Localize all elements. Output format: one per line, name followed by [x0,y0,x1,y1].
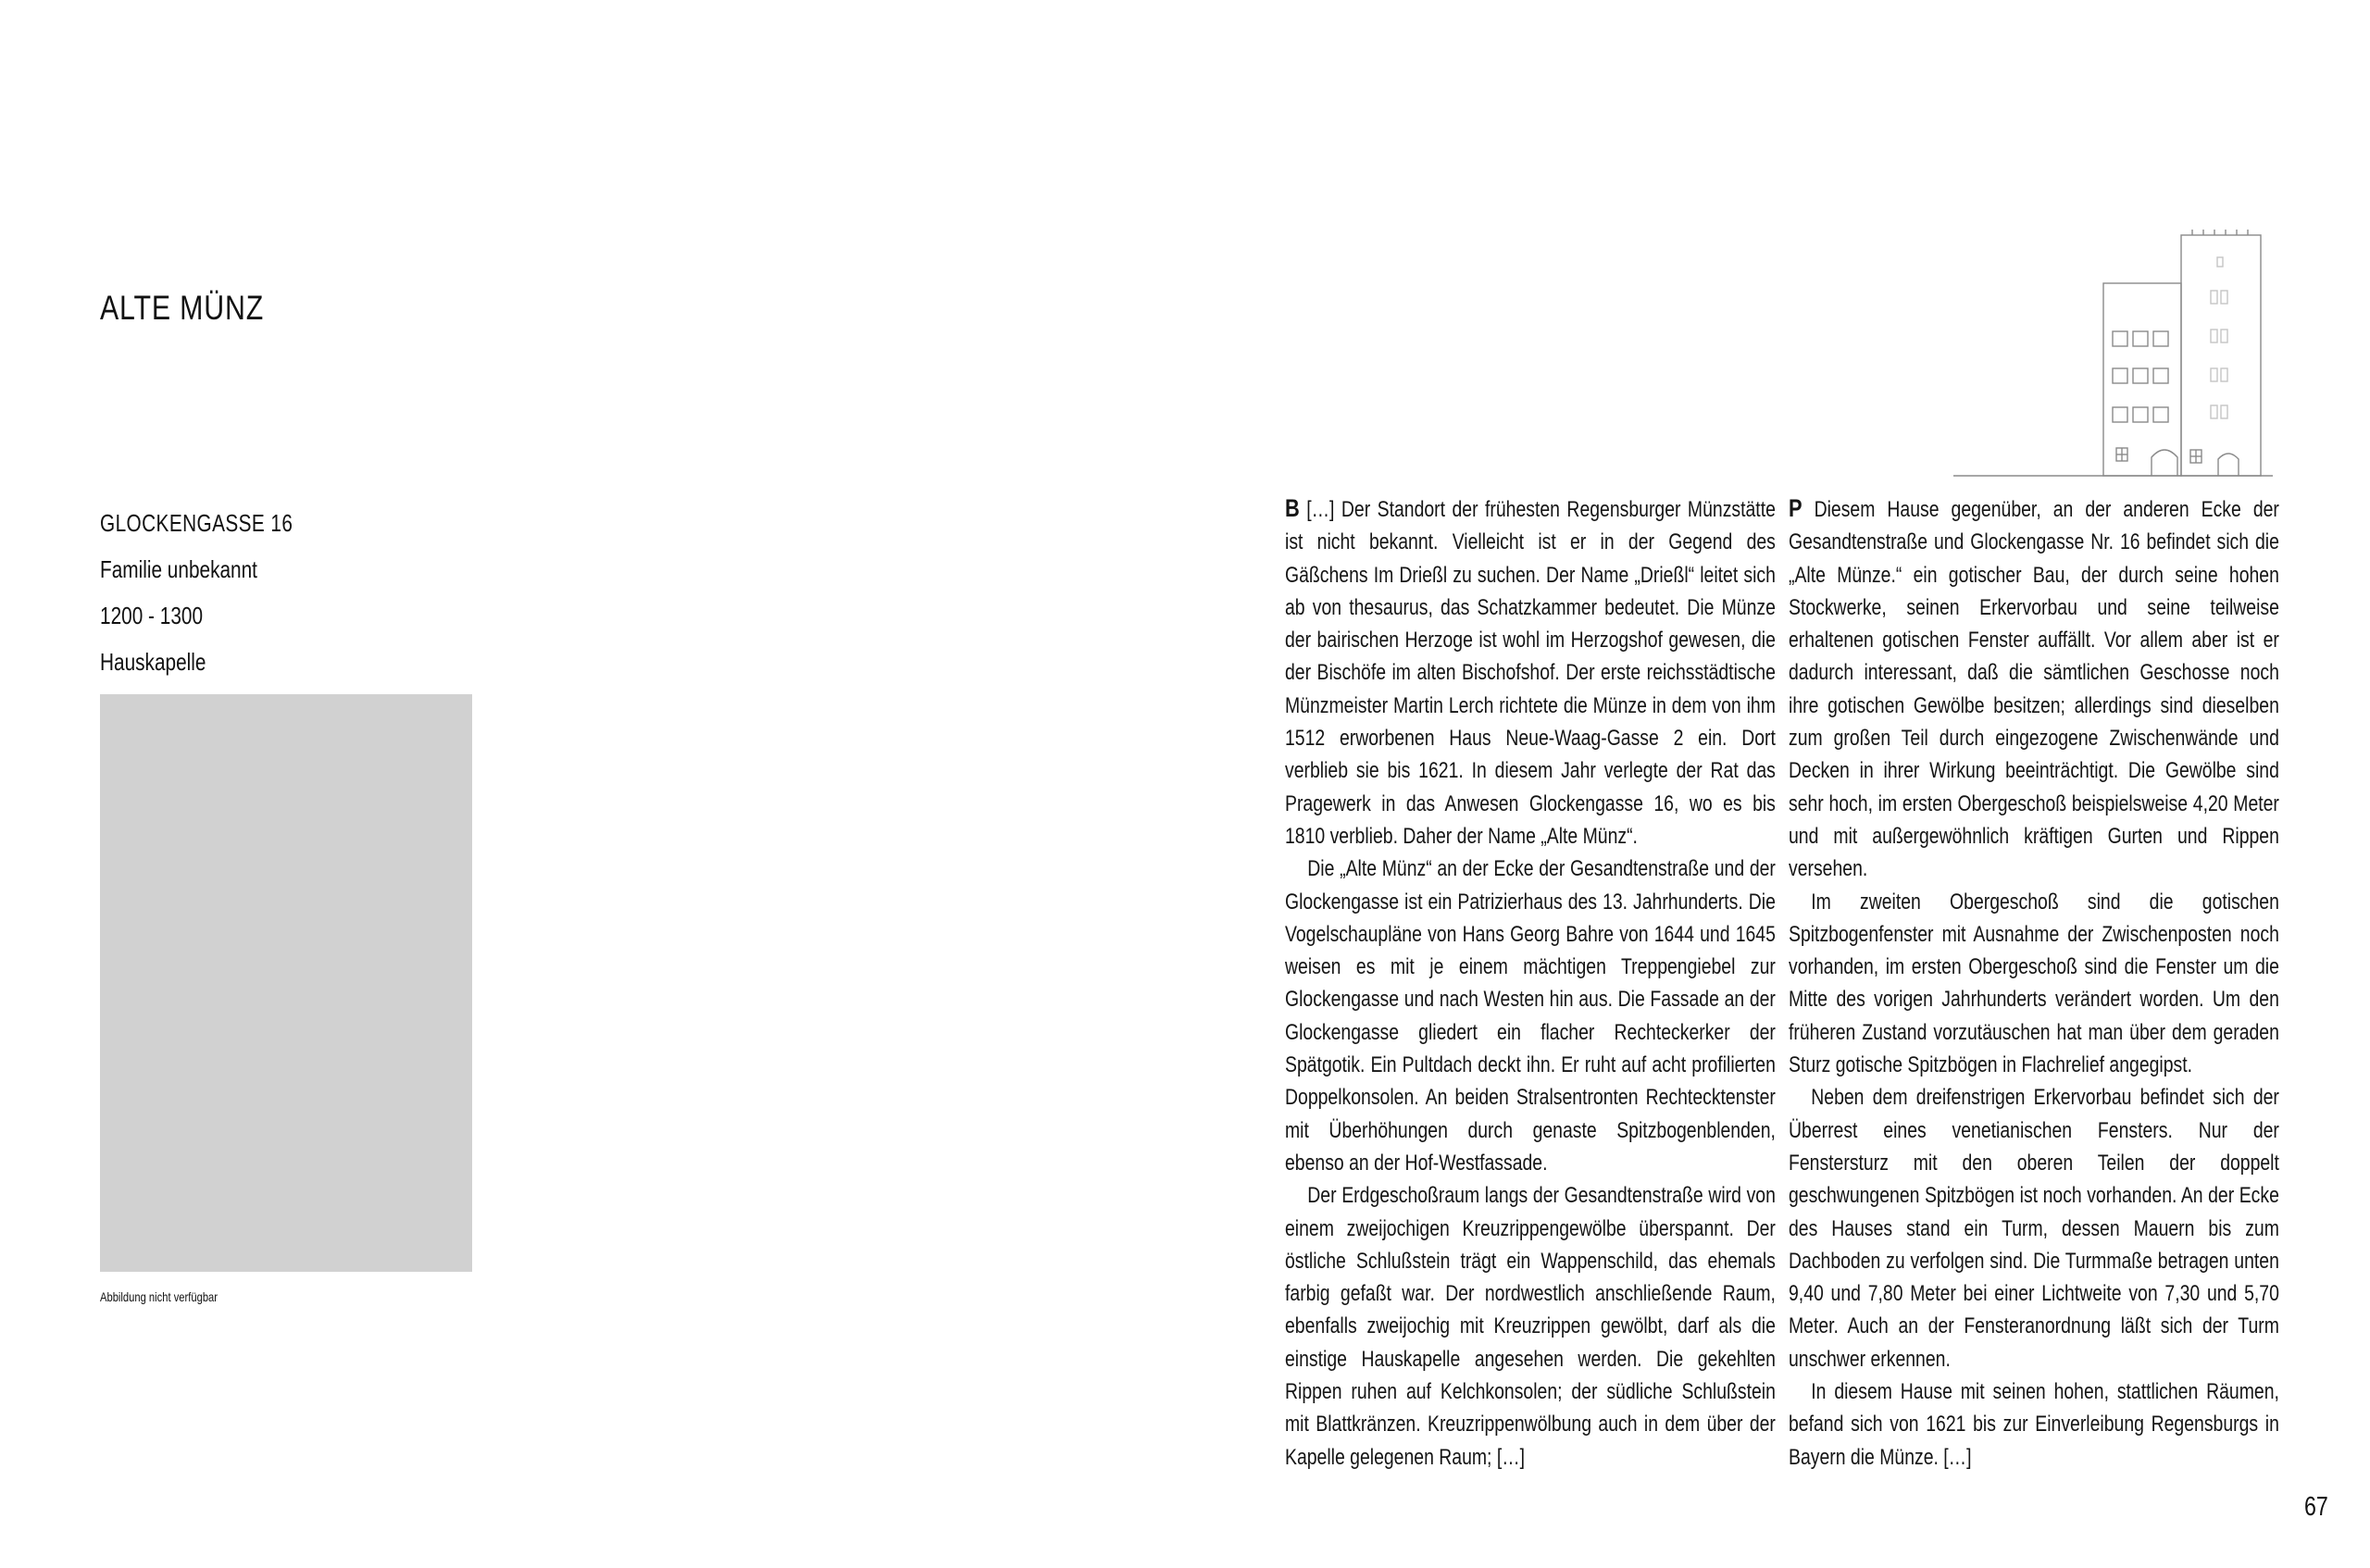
section-initial-p: P [1789,494,1802,522]
image-caption: Abbildung nicht verfügbar [100,1289,218,1304]
paragraph-text: […] Der Standort der frühesten Regensburger Münzstätte ist nicht bekannt. Vielleicht ist er in der Gegend des Gäßchens Im Drießl zu suchen. Der Name „Drießl“ leitet sich ab von thesaurus, das Schatzkammer bedeutet. Die Münze der bairischen Herzoge ist wohl im Herzogshof gewesen, die der Bischöfe im alten Bischofshof. Der erste reichsstädtische Münzmeister Martin Lerch richtete die Münze in dem von ihm 1512 erworbenen Haus Neue-Waag-Gasse 2 ein. Dort verblieb sie bis 1621. In diesem Jahr verlegte der Rat das Pragewerk in das Anwesen Glockengasse 16, wo es bis 1810 verblieb. Daher der Name „Alte Münz“. [1285,497,1776,849]
owner: Familie unbekannt [100,555,257,583]
building-info [100,500,655,685]
section-initial-b: B [1285,494,1300,522]
paragraph: Im zweiten Obergeschoß sind die gotischen Spitzbogenfenster mit Ausnahme der Zwischenposten noch vorhanden, im ersten Obergeschoß sind die Fenster um die Mitte des vorigen Jahrhunderts verändert worden. Um den früheren Zustand vorzutäuschen hat man über dem geraden Sturz gotische Spitzbögen in Flachrelief angegipst. [1789,889,2279,1078]
building-type: Hauskapelle [100,648,206,676]
facade-elevation-drawing [1953,230,2273,479]
text-column-2 [1789,492,2279,1474]
paragraph: In diesem Hause mit seinen hohen, stattlichen Räumen, befand sich von 1621 bis zur Einverleibung Regensburgs in Bayern die Münze. […] [1789,1379,2279,1470]
paragraph: Der Erdgeschoßraum langs der Gesandtenstraße wird von einem zweijochigen Kreuzrippengewölbe überspannt. Der östliche Schlußstein trägt ein Wappenschild, das ehemals farbig gefaßt war. Der nordwestlich anschließende Raum, ebenfalls zweijochig mit Kreuzrippen gewölbt, darf als die einstige Hauskapelle angesehen werden. Die gekehlten Rippen ruhen auf Kelchkonsolen; der südliche Schlußstein mit Blattkränzen. Kreuzrippenwölbung auch in dem über der Kapelle gelegenen Raum; […] [1285,1183,1776,1470]
address: GLOCKENGASSE 16 [100,509,293,537]
paragraph-text: Diesem Hause gegenüber, an der anderen Ecke der Gesandtenstraße und Glockengasse Nr. 16 befindet sich die „Alte Münze.“ ein gotischer Bau, der durch seine hohen Stockwerke, seinen Erkervorbau und seine teilweise erhaltenen gotischen Fenster auffällt. Vor allem aber ist er dadurch interessant, daß die sämtlichen Geschosse noch ihre gotischen Gewölbe besitzen; allerdings sind dieselben zum großen Teil durch eingezogene Zwischenwände und Decken in ihrer Wirkung beeinträchtigt. Die Gewölbe sind sehr hoch, im ersten Obergeschoß beispielsweise 4,20 Meter und mit außergewöhnlich kräftigen Gurten und Rippen versehen. [1789,497,2279,882]
paragraph: Die „Alte Münz“ an der Ecke der Gesandtenstraße und der Glockengasse ist ein Patrizierhaus des 13. Jahrhunderts. Die Vogelschaupläne von Hans Georg Bahre von 1644 und 1645 weisen es mit je einem mächtigen Treppengiebel zur Glockengasse und nach Westen hin aus. Die Fassade an der Glockengasse gliedert ein flacher Rechteckerker der Spätgotik. Ein Pultdach deckt ihn. Er ruht auf acht profilierten Doppelkonsolen. An beiden Stralsentronten Rechtecktenster mit Überhöhungen durch genaste Spitzbogenblenden, ebenso an der Hof-Westfassade. [1285,856,1776,1176]
page-title: ALTE MÜNZ [100,289,265,327]
paragraph [1789,492,2279,886]
paragraph [1285,492,1776,852]
paragraph: Neben dem dreifenstrigen Erkervorbau befindet sich der Überrest eines venetianischen Fensters. Nur der Fenstersturz mit den oberen Teilen der doppelt geschwungenen Spitzbögen ist noch vorhanden. An der Ecke des Hauses stand ein Turm, dessen Mauern bis zum Dachboden zu verfolgen sind. Die Turmmaße betragen unten 9,40 und 7,80 Meter bei einer Lichtweite von 7,30 und 5,70 Meter. Auch an der Fensteranordnung läßt sich der Turm unschwer erkennen. [1789,1085,2279,1372]
image-placeholder [100,694,472,1272]
page-number: 67 [2304,1492,2328,1522]
period: 1200 - 1300 [100,602,204,629]
text-column-1 [1285,492,1776,1474]
